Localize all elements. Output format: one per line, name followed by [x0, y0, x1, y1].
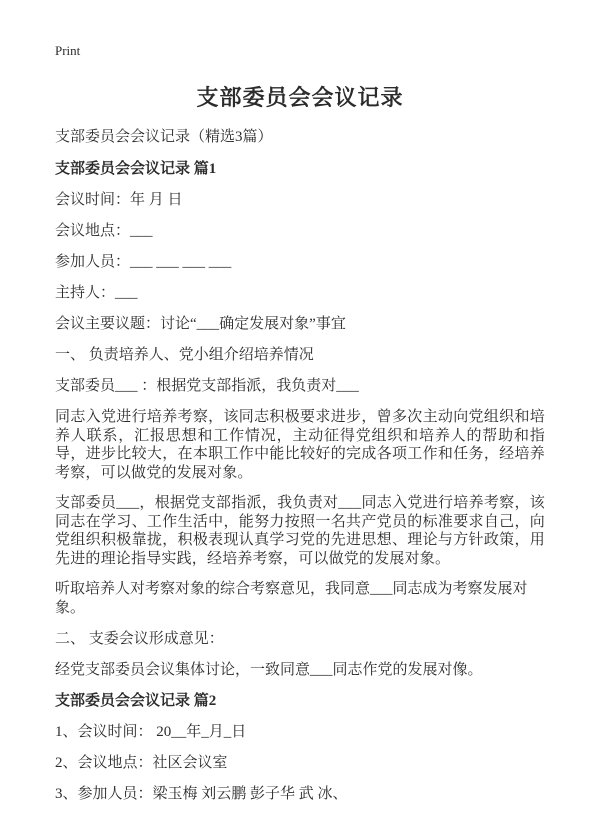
doc-line: 会议时间：年 月 日 — [55, 192, 183, 208]
print-link[interactable]: Print — [55, 43, 81, 58]
doc-line: 2、会议地点：社区会议室 — [55, 755, 228, 771]
doc-line: 1、会议时间： 20__年_月_日 — [55, 724, 247, 740]
doc-line: 支部委员___ ：根据党支部指派，我负责对___ — [55, 378, 359, 394]
doc-paragraph: 支部委员___，根据党支部指派，我负责对___同志入党进行培养考察，该同志在学习、工作生活中，能努力按照一名共产党员的标准要求自己，向党组织积极靠拢，积极表现认真学习党的先进思想、理论与方针政策，用先进的理论指导实践，经培养考察，可以做党的发展对象。 — [55, 495, 545, 567]
doc-line: 参加人员：___ ___ ___ ___ — [55, 254, 232, 270]
doc-line: 一、 负责培养人、党小组介绍培养情况 — [55, 347, 314, 363]
section-1-heading: 支部委员会会议记录 篇1 — [55, 161, 217, 177]
doc-subtitle: 支部委员会会议记录（精选3篇） — [55, 129, 273, 145]
doc-line: 经党支部委员会议集体讨论，一致同意___同志作党的发展对像。 — [55, 662, 483, 678]
doc-line: 听取培养人对考察对象的综合考察意见，我同意___同志成为考察发展对象。 — [55, 581, 528, 616]
doc-line: 主持人：___ — [55, 285, 138, 301]
page-title: 支部委员会会议记录 — [196, 85, 404, 110]
doc-line: 会议地点：___ — [55, 223, 153, 239]
doc-paragraph: 同志入党进行培养考察，该同志积极要求进步，曾多次主动向党组织和培养人联系，汇报思想和工作情况，主动征得党组织和培养人的帮助和指导，进步比较大，在本职工作中能比较好的完成各项工作和任务，经培养考察，可以做党的发展对象。 — [55, 409, 545, 481]
section-2-heading: 支部委员会会议记录 篇2 — [55, 693, 217, 709]
doc-line: 3、参加人员：梁玉梅 刘云鹏 彭子华 武 冰、 — [55, 786, 348, 802]
doc-line: 会议主要议题：讨论“___确定发展对象”事宜 — [55, 316, 346, 332]
doc-line: 二、 支委会议形成意见： — [55, 631, 224, 647]
